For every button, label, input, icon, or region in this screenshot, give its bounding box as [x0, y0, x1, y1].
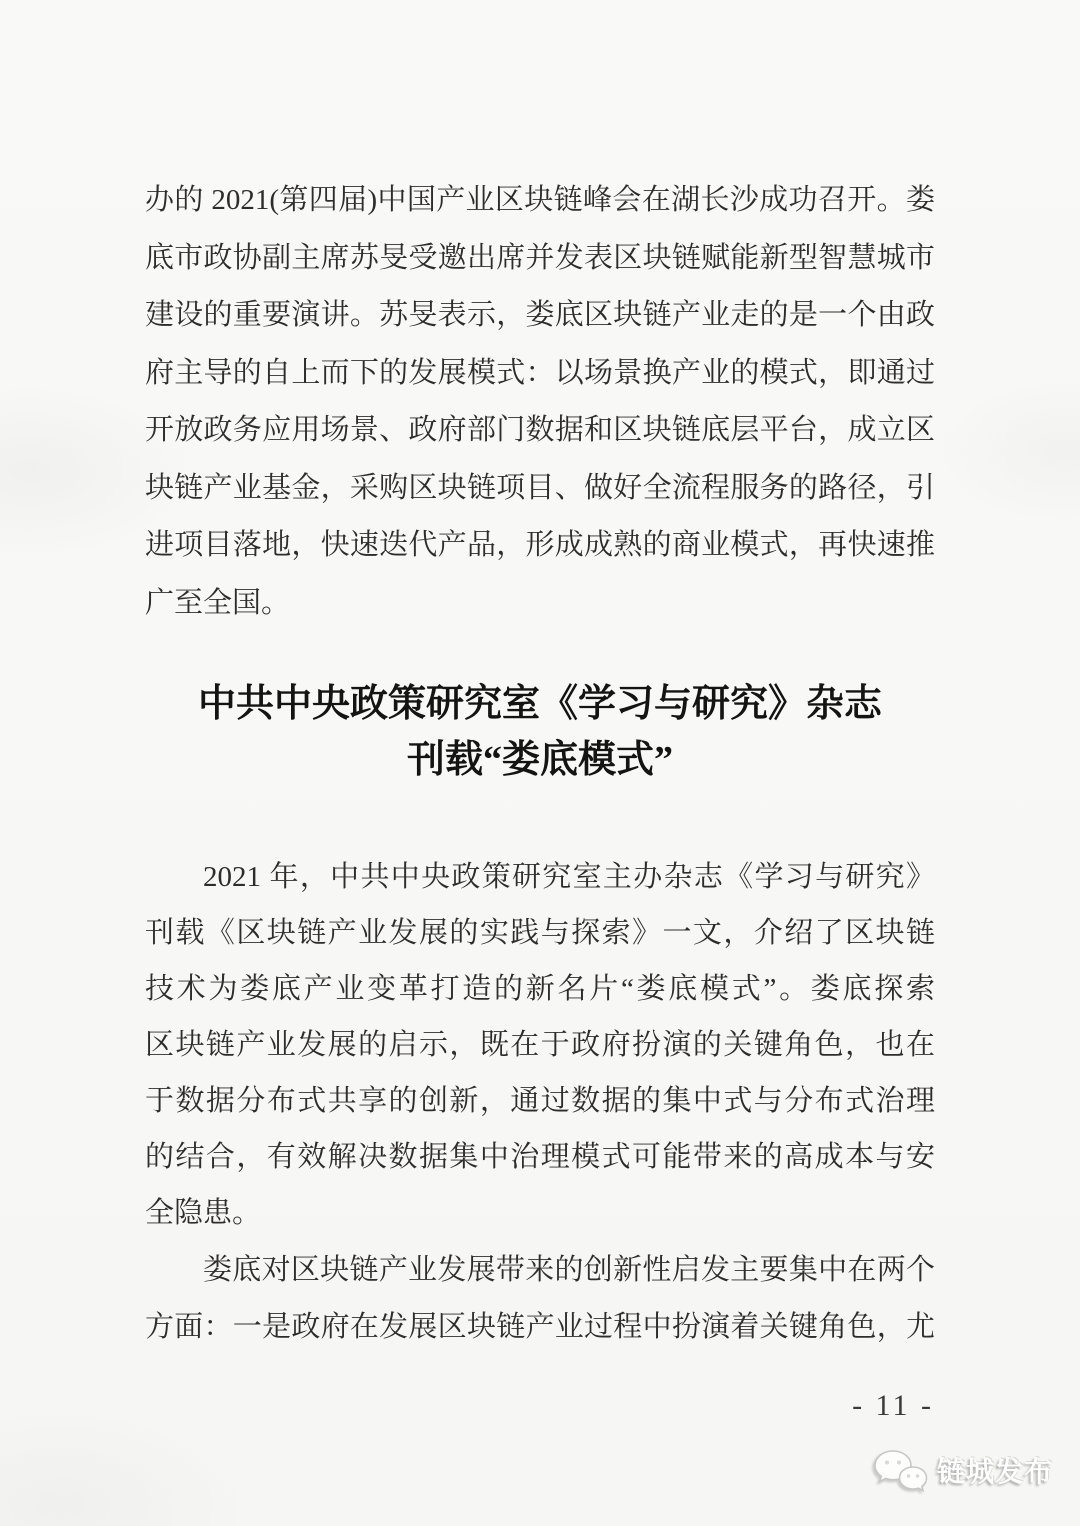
wechat-chat-bubbles-icon	[872, 1448, 928, 1496]
body-text-line: 于数据分布式共享的创新，通过数据的集中式与分布式治理	[145, 1085, 935, 1117]
paragraph-summit	[145, 172, 935, 632]
body-text-line: 的结合，有效解决数据集中治理模式可能带来的高成本与安	[145, 1141, 935, 1173]
body-text-line: 2021 年，中共中央政策研究室主办杂志《学习与研究》	[203, 861, 935, 893]
paragraph-insights	[145, 1242, 935, 1356]
paragraph-magazine	[145, 849, 935, 1241]
body-text-line: 建设的重要演讲。苏旻表示，娄底区块链产业走的是一个由政	[145, 299, 935, 331]
body-text-line: 府主导的自上而下的发展模式：以场景换产业的模式，即通过	[145, 356, 935, 389]
body-text-line: 刊载《区块链产业发展的实践与探索》一文，介绍了区块链	[145, 917, 935, 949]
body-text-line: 区块链产业发展的启示，既在于政府扮演的关键角色，也在	[145, 1029, 935, 1061]
body-text-line: 技术为娄底产业变革打造的新名片“娄底模式”。娄底探索	[145, 973, 935, 1005]
page-number: - 11 -	[852, 1389, 934, 1422]
section-heading-line: 刊载“娄底模式”	[406, 739, 673, 781]
body-text-line: 开放政务应用场景、政府部门数据和区块链底层平台，成立区	[145, 414, 935, 446]
section-heading-line: 中共中央政策研究室《学习与研究》杂志	[197, 683, 882, 725]
body-text-line: 全隐患。	[145, 1197, 262, 1229]
body-text-line: 块链产业基金，采购区块链项目、做好全流程服务的路径，引	[145, 471, 935, 504]
section-heading	[145, 676, 935, 788]
body-text-line: 办的 2021(第四届)中国产业区块链峰会在湖长沙成功召开。娄	[145, 184, 935, 216]
watermark-label: 链城发布	[937, 1456, 1054, 1487]
body-text-line: 方面：一是政府在发展区块链产业过程中扮演着关键角色，尤	[145, 1311, 935, 1343]
watermark-logo	[872, 1448, 1053, 1496]
body-text-line: 娄底对区块链产业发展带来的创新性启发主要集中在两个	[203, 1254, 935, 1286]
body-text-line: 底市政协副主席苏旻受邀出席并发表区块链赋能新型智慧城市	[145, 241, 935, 274]
body-text-line: 广至全国。	[145, 586, 291, 619]
body-text-line: 进项目落地，快速迭代产品，形成成熟的商业模式，再快速推	[145, 529, 935, 561]
